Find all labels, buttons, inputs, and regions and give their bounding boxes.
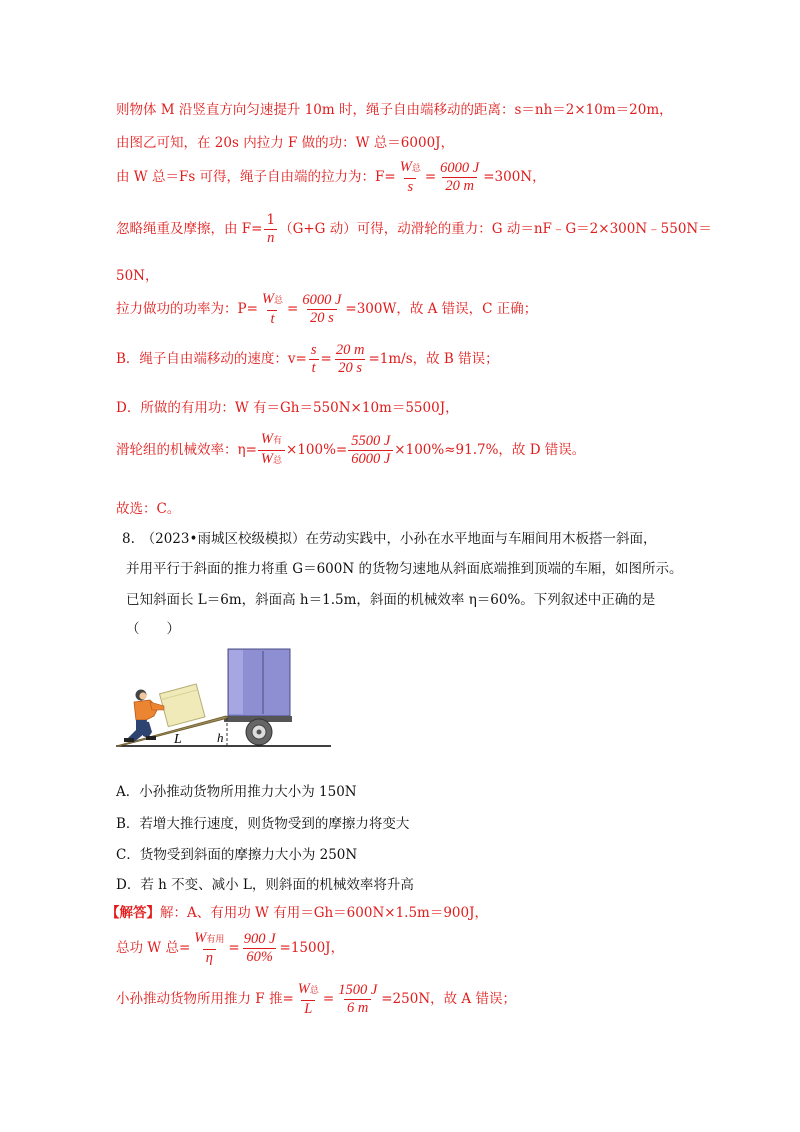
fraction-w-total-over-l: W总 L [297,981,319,1017]
solution-line-8: D．所做的有用功：W 有＝Gh＝550N×10m＝5500J， [116,400,459,416]
solution-line-4: 忽略绳重及摩擦，由 F= $\frac{1}{n}$ （G+G 动）可得，动滑轮的重力：G 动＝nF﹣G＝2×300N﹣550N＝ [116,212,712,246]
label-h: h [217,730,224,745]
label-L: L [174,732,182,747]
fraction-w-useful-over-w-total: W有 W总 [258,432,285,469]
answer-tag: 【解答】 [106,905,160,921]
answer-line-3: 小孙推动货物所用推力 F 推= W总 L = $\frac{1500 J}{6 m}$ =250N，故 A 错误； [116,981,516,1017]
fraction-values: $\frac{20 m}{20 s}$ [335,342,365,376]
answer-line-1: 【解答】解：A、有用功 W 有用＝Gh＝600N×1.5m＝900J， [106,905,489,921]
solution-line-3: 由 W 总＝Fs 可得，绳子自由端的拉力为：F= W总 s = $\frac{6000 J}{20 m}$ =300N， [116,159,546,195]
solution-line-5: 50N， [116,268,159,284]
solution-line-7: B．绳子自由端移动的速度：v= $\frac{s}{t}$ = $\frac{20 m}{20 s}$ =1m/s，故 B 错误； [116,342,499,376]
question-line-4: （ ） [126,621,180,637]
fraction-values: $\frac{5500 J}{6000 J}$ [348,434,393,467]
answer-line-2: 总功 W 总= W有用 η = $\frac{900 J}{60\%}$ =1500J， [116,930,345,966]
solution-line-9: 滑轮组的机械效率：η= W有 W总 ×100%= $\frac{5500 J}{6000 J}$ ×100%≈91.7%，故 D 错误。 [116,431,586,467]
solution-line-1: 则物体 M 沿竖直方向匀速提升 10m 时，绳子自由端移动的距离：s＝nh＝2×10m＝20m， [116,102,673,118]
fraction-w-over-s: W总 s [399,159,421,195]
fraction-values: $\frac{6000 J}{20 s}$ [302,292,342,326]
fraction-values: $\frac{900 J}{60\%}$ [243,931,276,965]
option-a: A．小孙推动货物所用推力大小为 150N [116,784,357,800]
solution-line-10: 故选：C。 [116,501,181,517]
option-c: C．货物受到斜面的摩擦力大小为 250N [116,847,358,863]
option-d: D．若 h 不变、减小 L，则斜面的机械效率将升高 [116,877,414,893]
question-line-3: 已知斜面长 L＝6m，斜面高 h＝1.5m，斜面的机械效率 η＝60%。下列叙述中正确的是 [126,592,656,608]
question-line-1: 8. （2023•雨城区校级模拟）在劳动实践中，小孙在水平地面与车厢间用木板搭一斜面， [122,531,657,547]
solution-line-6: 拉力做功的功率为：P= W总 t = $\frac{6000 J}{20 s}$ =300W，故 A 错误，C 正确； [116,291,538,327]
solution-line-2: 由图乙可知，在 20s 内拉力 F 做的功：W 总＝6000J， [116,135,455,151]
ramp-truck-figure [116,646,331,751]
fraction-1-over-n: $\frac{1}{n}$ [263,213,278,246]
option-b: B．若增大推行速度，则货物受到的摩擦力将变大 [116,816,410,832]
question-line-2: 并用平行于斜面的推力将重 G＝600N 的货物匀速地从斜面底端推到顶端的车厢，如图所示。 [126,561,683,577]
fraction-values: $\frac{6000 J}{20 m}$ [440,160,480,194]
fraction-values: $\frac{1500 J}{6 m}$ [338,982,378,1016]
fraction-w-over-t: W总 t [261,291,284,327]
fraction-s-over-t: $\frac{s}{t}$ [308,343,320,376]
fraction-w-useful-over-eta: W有用 η [194,930,225,966]
